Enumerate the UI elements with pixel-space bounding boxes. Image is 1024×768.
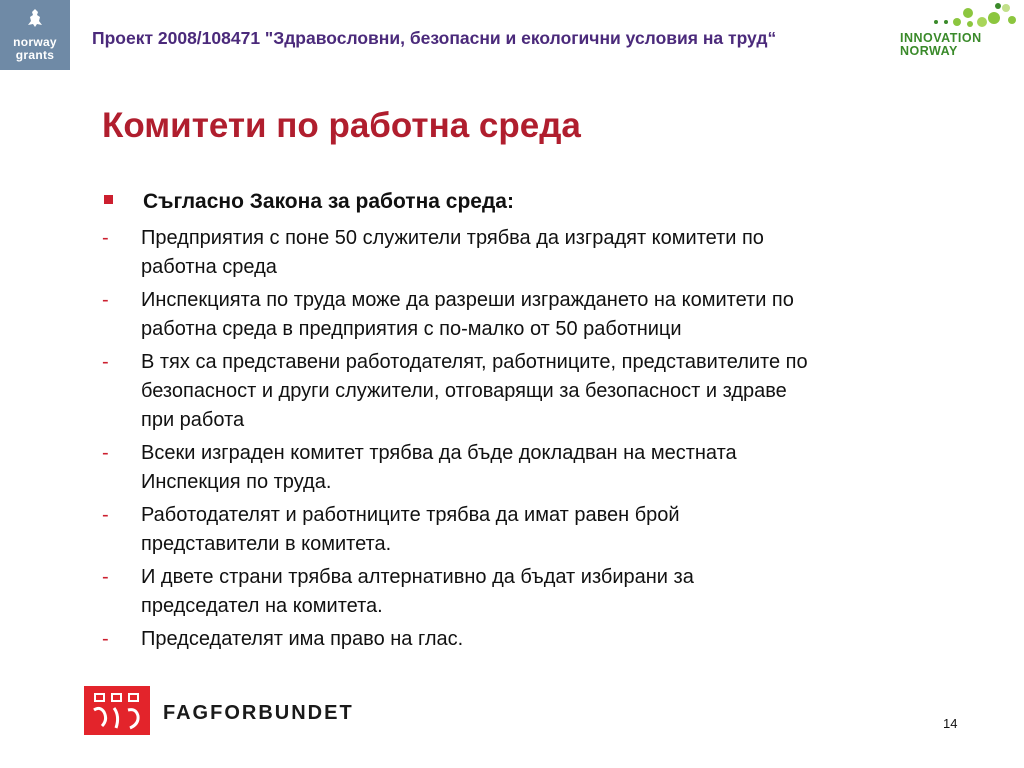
dash-marker: - (102, 227, 109, 249)
dash-marker: - (102, 351, 109, 373)
fagforbundet-mark-icon (84, 686, 150, 735)
innovation-logo-line2: NORWAY (900, 44, 958, 58)
list-item (100, 563, 980, 621)
dash-marker: - (102, 628, 109, 650)
list-item (100, 439, 980, 497)
innovation-logo-line1: INNOVATION (900, 31, 982, 45)
dash-marker: - (102, 504, 109, 526)
list-item-line: Председателят има право на глас. (141, 628, 464, 650)
bullet-list (100, 224, 980, 654)
list-item-line: И двете страни трябва алтернативно да бъдат избирани за (141, 566, 694, 588)
list-item-line: председател на комитета. (141, 595, 383, 617)
list-item-line: Всеки изграден комитет трябва да бъде докладван на местната (141, 442, 737, 464)
list-item-line: при работа (141, 409, 245, 431)
list-item-line: работна среда (141, 256, 277, 278)
list-item-line: Предприятия с поне 50 служители трябва да изградят комитети по (141, 227, 764, 249)
fagforbundet-wordmark: FAGFORBUNDET (163, 702, 354, 724)
list-item (100, 286, 980, 344)
lead-bullet (100, 190, 980, 224)
slide-content (100, 190, 980, 658)
norway-grants-logo (0, 0, 70, 70)
list-item-line: В тях са представени работодателят, работниците, представителите по (141, 351, 808, 373)
bullet-square-icon (104, 195, 113, 204)
dash-marker: - (102, 289, 109, 311)
list-item-line: Инспекцията по труда може да разреши изграждането на комитети по (141, 289, 794, 311)
list-item-line: работна среда в предприятия с по-малко от 50 работници (141, 318, 682, 340)
list-item-line: Работодателят и работниците трябва да имат равен брой (141, 504, 680, 526)
page-number: 14 (943, 716, 958, 731)
dash-marker: - (102, 566, 109, 588)
list-item-line: безопасност и други служители, отговарящи за безопасност и здраве (141, 380, 787, 402)
fagforbundet-logo (84, 686, 354, 736)
norway-logo-line2: grants (15, 48, 55, 62)
list-item-line: Инспекция по труда. (141, 471, 332, 493)
slide-title: Комитети по работна среда (102, 106, 581, 145)
norway-logo-line1: norway (13, 35, 57, 49)
list-item (100, 348, 980, 435)
header-title: Проект 2008/108471 "Здравословни, безопасни и екологични условия на труд“ (92, 28, 777, 48)
list-item-line: представители в комитета. (141, 533, 392, 555)
list-item (100, 501, 980, 559)
dots-icon (898, 0, 1024, 32)
lead-text: Съгласно Закона за работна среда: (143, 190, 514, 213)
dash-marker: - (102, 442, 109, 464)
innovation-norway-logo (898, 0, 1024, 64)
list-item (100, 224, 980, 282)
norway-lion-icon (26, 8, 44, 28)
list-item (100, 625, 980, 654)
